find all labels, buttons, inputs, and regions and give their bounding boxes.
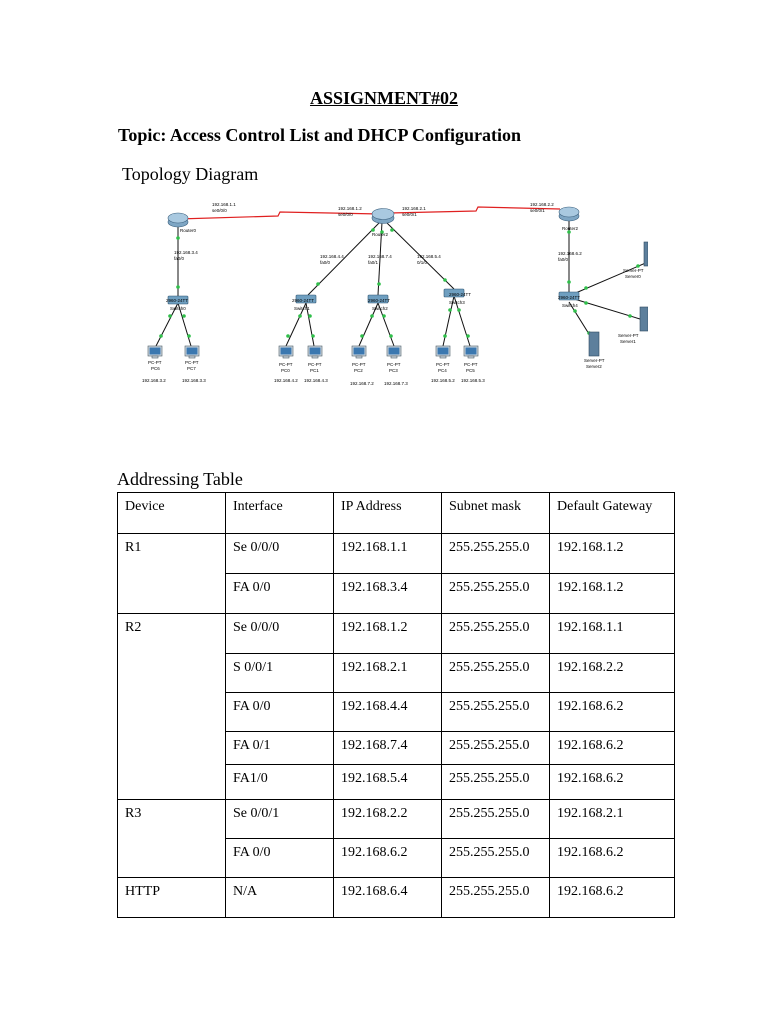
table-cell: 192.168.2.2 [550,654,675,693]
device-cell: HTTP [118,878,226,918]
lbl-r2-if-r: se0/0/1 [402,212,417,217]
lbl-pc0: PC0 [281,368,290,373]
lbl-pc4: PC4 [438,368,447,373]
lbl-ip-pc5: 192.168.5.3 [461,378,485,383]
table-row [118,878,675,918]
table-cell: FA 0/1 [226,732,334,765]
lbl-r1-fa-ip: 192.168.3.4 [174,250,198,255]
header-cell: Interface [226,493,334,534]
lbl-pc1-type: PC-PT [308,362,322,367]
table-cell: FA 0/0 [226,693,334,732]
table-cell: 255.255.255.0 [442,732,550,765]
lbl-pc7: PC7 [187,366,196,371]
table-cell: 192.168.1.2 [334,614,442,654]
lbl-ip-pc7: 192.168.3.3 [182,378,206,383]
lbl-pc5-type: PC-PT [464,362,478,367]
addressing-table [117,492,675,918]
lbl-pc6-type: PC-PT [148,360,162,365]
lbl-srv0-type: Server-PT [623,268,644,273]
lbl-r2-ip-r: 192.168.2.1 [402,206,426,211]
lbl-ip-pc6: 192.168.3.2 [142,378,166,383]
table-row [118,614,675,654]
table-cell: 255.255.255.0 [442,534,550,574]
table-cell: 255.255.255.0 [442,765,550,800]
lbl-r1-if: se0/0/0 [212,208,227,213]
lbl-r2-name: Router2 [372,232,389,237]
lbl-pc2: PC2 [354,368,363,373]
lbl-r1-fa-if: fa0/0 [174,256,185,261]
lbl-r2-fa10-ip: 192.168.5.4 [417,254,441,259]
table-cell: Se 0/0/1 [226,800,334,839]
table-cell: 192.168.6.2 [550,878,675,918]
table-cell: 192.168.1.1 [550,614,675,654]
table-cell: 192.168.2.1 [334,654,442,693]
addressing-heading: Addressing Table [117,469,243,489]
lbl-sw2: Switch2 [372,306,388,311]
table-cell: FA 0/0 [226,574,334,614]
lbl-srv1-type: Server-PT [618,333,639,338]
table-cell: 255.255.255.0 [442,654,550,693]
table-cell: FA1/0 [226,765,334,800]
table-cell: 192.168.6.2 [550,732,675,765]
device-cell: R3 [118,800,226,878]
lbl-pc7-type: PC-PT [185,360,199,365]
table-row [118,534,675,574]
table-cell: 192.168.2.1 [550,800,675,839]
lbl-r3-name: Router2 [562,226,579,231]
server0-icon [644,242,648,266]
lbl-sw1-model: 2960-24TT [292,298,315,303]
lbl-pc3-type: PC-PT [387,362,401,367]
lbl-r1-ip: 192.168.1.1 [212,202,236,207]
topology-heading: Topology Diagram [122,164,259,184]
table-cell: N/A [226,878,334,918]
table-cell: 255.255.255.0 [442,693,550,732]
table-cell: 192.168.2.2 [334,800,442,839]
table-cell: Se 0/0/0 [226,534,334,574]
router-r2-icon [372,209,394,224]
table-cell: 192.168.1.2 [550,574,675,614]
lbl-r2-ip-l: 192.168.1.2 [338,206,362,211]
lbl-ip-pc4: 192.168.5.2 [431,378,455,383]
lbl-pc3: PC3 [389,368,398,373]
table-cell: 192.168.1.1 [334,534,442,574]
lbl-pc4-type: PC-PT [436,362,450,367]
lbl-r3-if: se0/0/1 [530,208,545,213]
table-cell: 192.168.1.2 [550,534,675,574]
router-r3-icon [559,207,579,221]
lbl-srv1: Server1 [620,339,636,344]
lbl-r2-fa1-if: fa0/1 [368,260,379,265]
lbl-r2-fa0-ip: 192.168.4.4 [320,254,344,259]
lbl-srv2-type: Server-PT [584,358,605,363]
lbl-srv2: Server2 [586,364,602,369]
lbl-r2-fa10-if: 0/1/0 [417,260,428,265]
table-cell: S 0/0/1 [226,654,334,693]
lbl-sw4-model: 2960-24TT [558,295,581,300]
header-cell: IP Address [334,493,442,534]
table-cell: 192.168.3.4 [334,574,442,614]
lbl-r2-if-l: se0/0/0 [338,212,353,217]
lbl-pc6: PC6 [151,366,160,371]
table-cell: 255.255.255.0 [442,878,550,918]
lbl-sw0-model: 2960-24TT [166,298,189,303]
table-cell: 255.255.255.0 [442,839,550,878]
lbl-ip-pc2: 192.168.7.2 [350,381,374,386]
lbl-r3-fa-if: fa0/0 [558,257,569,262]
table-cell: 192.168.6.2 [334,839,442,878]
table-header-row [118,493,675,534]
lbl-r2-fa1-ip: 192.168.7.4 [368,254,392,259]
table-cell: 192.168.6.2 [550,693,675,732]
lbl-pc5: PC5 [466,368,475,373]
table-cell: 192.168.7.4 [334,732,442,765]
lbl-r3-ip: 192.168.2.2 [530,202,554,207]
lbl-r1-name: Router0 [180,228,197,233]
lbl-ip-pc1: 192.168.4.3 [304,378,328,383]
lbl-sw4: Switch4 [562,303,578,308]
lbl-ip-pc0: 192.168.4.2 [274,378,298,383]
lbl-sw2-model: 2960-24TT [368,298,391,303]
lbl-pc2-type: PC-PT [352,362,366,367]
lbl-sw1: Switch1 [294,306,310,311]
assignment-title: ASSIGNMENT#02 [309,88,459,108]
table-cell: 192.168.6.4 [334,878,442,918]
lbl-sw3-model: 2960-24TT [449,292,472,297]
device-cell: R1 [118,534,226,614]
table-cell: FA 0/0 [226,839,334,878]
table-cell: 192.168.6.2 [550,765,675,800]
router-r1-icon [168,213,188,227]
lbl-r2-fa0-if: fa0/0 [320,260,331,265]
header-cell: Device [118,493,226,534]
server1-icon [640,307,648,331]
lbl-sw0: Switch0 [170,306,186,311]
lbl-srv0: Server0 [625,274,641,279]
lbl-ip-pc3: 192.168.7.3 [384,381,408,386]
table-row [118,800,675,839]
table-cell: 192.168.4.4 [334,693,442,732]
lbl-pc0-type: PC-PT [279,362,293,367]
topic-heading: Topic: Access Control List and DHCP Configuration [118,125,522,145]
table-cell: 255.255.255.0 [442,574,550,614]
device-cell: R2 [118,614,226,800]
lbl-r3-fa-ip: 192.168.6.2 [558,251,582,256]
server2-icon [589,332,599,356]
lbl-pc1: PC1 [310,368,319,373]
table-cell: 192.168.5.4 [334,765,442,800]
table-cell: Se 0/0/0 [226,614,334,654]
table-cell: 255.255.255.0 [442,800,550,839]
table-cell: 192.168.6.2 [550,839,675,878]
topology-diagram [118,192,648,400]
header-cell: Default Gateway [550,493,675,534]
lbl-sw3: Switch3 [449,300,465,305]
header-cell: Subnet mask [442,493,550,534]
table-cell: 255.255.255.0 [442,614,550,654]
